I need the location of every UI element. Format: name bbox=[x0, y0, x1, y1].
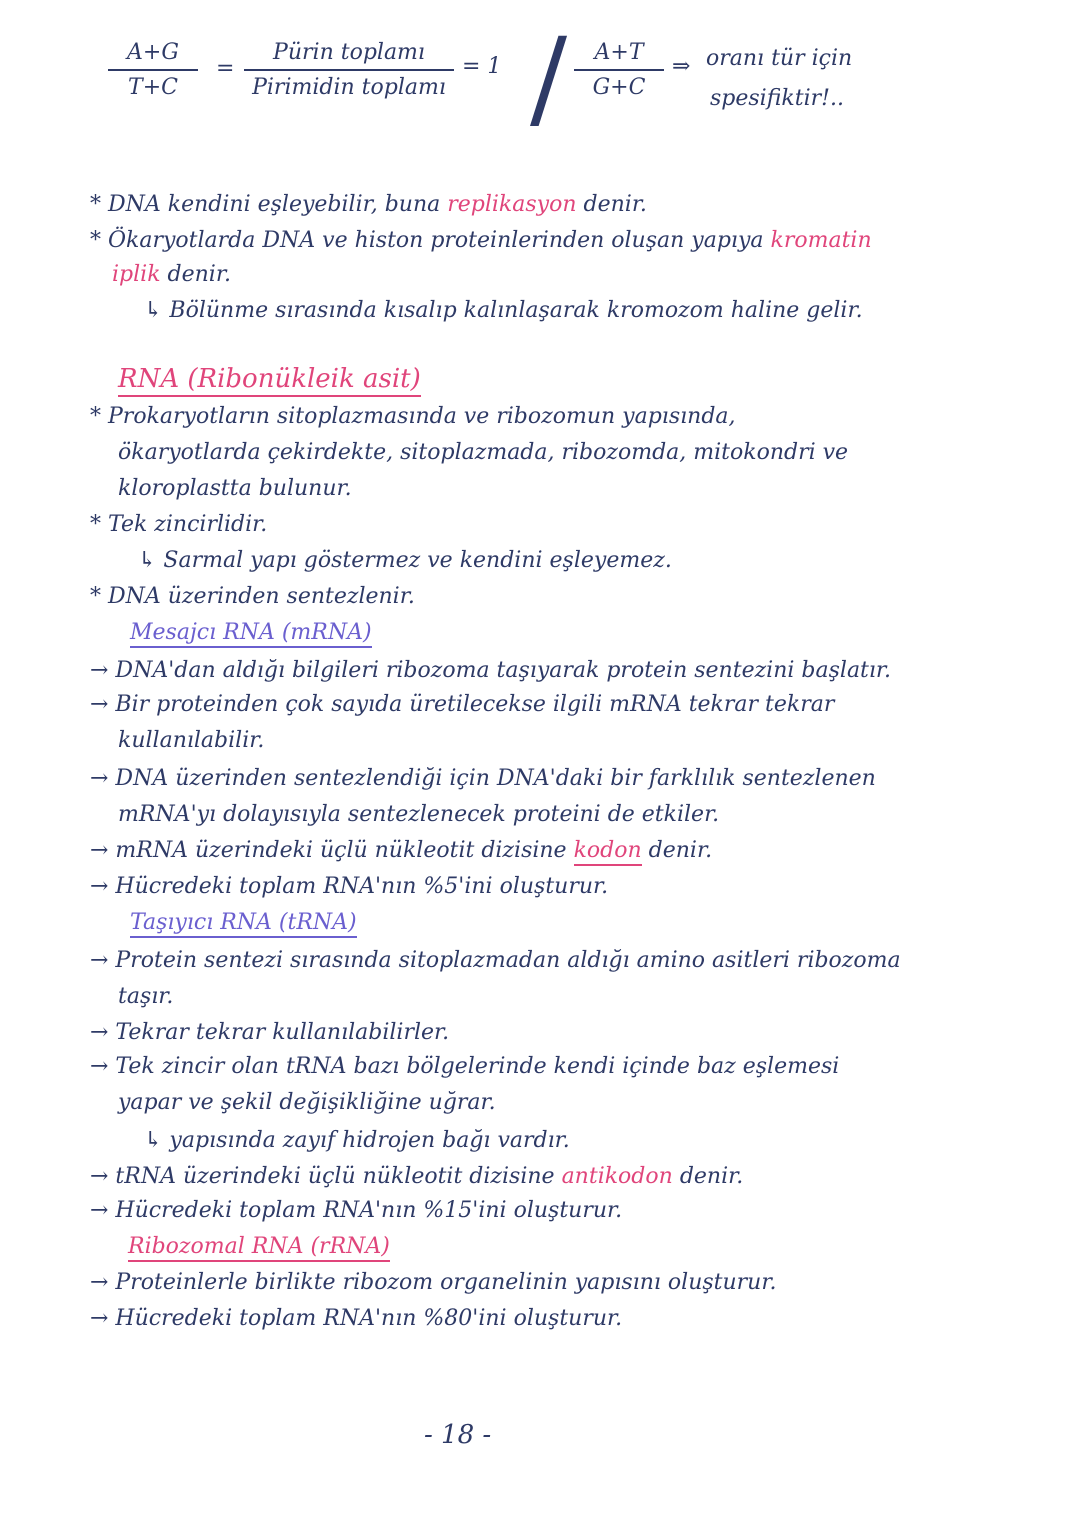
mrna-line3: → DNA üzerinden sentezlendiği için DNA'daki bir farklılık sentezlenen bbox=[90, 766, 876, 791]
rrna-line2: → Hücredeki toplam RNA'nın %80'ini oluşturur. bbox=[90, 1306, 623, 1331]
formula-note-line2: spesifiktir!.. bbox=[710, 86, 844, 111]
text: denir. bbox=[583, 192, 647, 217]
rna-location-line2: ökaryotlarda çekirdekte, sitoplazmada, ribozomda, mitokondri ve bbox=[118, 440, 849, 465]
mrna-line2-cont: kullanılabilir. bbox=[118, 728, 265, 753]
fraction-at-gc bbox=[574, 40, 664, 100]
fraction-bar bbox=[108, 69, 198, 71]
trna-line4 bbox=[90, 1164, 743, 1189]
rna-single-strand-subnote: ↳ Sarmal yapı göstermez ve kendini eşleyemez. bbox=[138, 548, 672, 573]
term-kromatin: kromatin bbox=[770, 228, 872, 253]
mrna-line2: → Bir proteinden çok sayıda üretilecekse ilgili mRNA tekrar tekrar bbox=[90, 692, 835, 717]
implies-arrow: ⇒ bbox=[672, 54, 691, 79]
fraction-bar bbox=[574, 69, 664, 71]
rna-synthesis: * DNA üzerinden sentezlenir. bbox=[90, 584, 415, 609]
rna-single-strand: * Tek zincirlidir. bbox=[90, 512, 268, 537]
term-replikasyon: replikasyon bbox=[447, 192, 577, 217]
fraction-numerator: A+T bbox=[594, 40, 644, 65]
rrna-line1: → Proteinlerle birlikte ribozom organelinin yapısını oluşturur. bbox=[90, 1270, 777, 1295]
fraction-numerator: Pürin toplamı bbox=[273, 40, 425, 65]
trna-line2: → Tekrar tekrar kullanılabilirler. bbox=[90, 1020, 450, 1045]
mrna-line3-cont: mRNA'yı dolayısıyla sentezlenecek proteini de etkiler. bbox=[118, 802, 720, 827]
fraction-denominator: Pirimidin toplamı bbox=[252, 75, 446, 100]
fraction-denominator: G+C bbox=[592, 75, 646, 100]
trna-heading: Taşıyıcı RNA (tRNA) bbox=[130, 910, 357, 938]
text: denir. bbox=[648, 838, 713, 863]
text: denir. bbox=[679, 1164, 744, 1189]
term-kodon: kodon bbox=[574, 838, 642, 866]
fraction-denominator: T+C bbox=[128, 75, 178, 100]
mrna-line4 bbox=[90, 838, 712, 863]
separator-slash: / bbox=[530, 14, 568, 142]
rrna-heading: Ribozomal RNA (rRNA) bbox=[128, 1234, 390, 1262]
text: * Ökaryotlarda DNA ve histon proteinlerinden oluşan yapıya bbox=[90, 228, 764, 253]
dna-chromatin-line bbox=[90, 228, 872, 253]
page-number: - 18 - bbox=[424, 1420, 492, 1450]
fraction-bar bbox=[244, 69, 454, 71]
dna-chromatin-line-cont bbox=[112, 262, 231, 287]
text: denir. bbox=[167, 262, 231, 287]
mrna-line5: → Hücredeki toplam RNA'nın %5'ini oluşturur. bbox=[90, 874, 609, 899]
formula-note-line1: oranı tür için bbox=[706, 46, 853, 71]
fraction-numerator: A+G bbox=[127, 40, 179, 65]
text: * DNA kendini eşleyebilir, buna bbox=[90, 192, 441, 217]
trna-line1-cont: taşır. bbox=[118, 984, 174, 1009]
fraction-ag-tc bbox=[108, 40, 198, 100]
term-iplik: iplik bbox=[112, 262, 161, 287]
dna-chromosome-subnote: ↳ Bölünme sırasında kısalıp kalınlaşarak kromozom haline gelir. bbox=[144, 298, 863, 323]
trna-line3: → Tek zincir olan tRNA bazı bölgelerinde kendi içinde baz eşlemesi bbox=[90, 1054, 840, 1079]
equals-one: = 1 bbox=[462, 54, 502, 79]
mrna-line1: → DNA'dan aldığı bilgileri ribozoma taşıyarak protein sentezini başlatır. bbox=[90, 658, 892, 683]
rna-heading: RNA (Ribonükleik asit) bbox=[118, 364, 421, 397]
trna-line5: → Hücredeki toplam RNA'nın %15'ini oluşturur. bbox=[90, 1198, 623, 1223]
dna-replication-line bbox=[90, 192, 647, 217]
text: → mRNA üzerindeki üçlü nükleotit dizisine bbox=[90, 838, 567, 863]
trna-line3-cont: yapar ve şekil değişikliğine uğrar. bbox=[118, 1090, 496, 1115]
mrna-heading: Mesajcı RNA (mRNA) bbox=[130, 620, 372, 648]
trna-line1: → Protein sentezi sırasında sitoplazmadan aldığı amino asitleri ribozoma bbox=[90, 948, 901, 973]
equals-sign: = bbox=[216, 56, 235, 81]
trna-line3-subnote: ↳ yapısında zayıf hidrojen bağı vardır. bbox=[144, 1128, 570, 1153]
rna-location-line1: * Prokaryotların sitoplazmasında ve ribozomun yapısında, bbox=[90, 404, 736, 429]
text: → tRNA üzerindeki üçlü nükleotit dizisine bbox=[90, 1164, 555, 1189]
rna-location-line3: kloroplastta bulunur. bbox=[118, 476, 352, 501]
fraction-purin-pirimidin bbox=[244, 40, 454, 100]
term-antikodon: antikodon bbox=[561, 1164, 673, 1189]
